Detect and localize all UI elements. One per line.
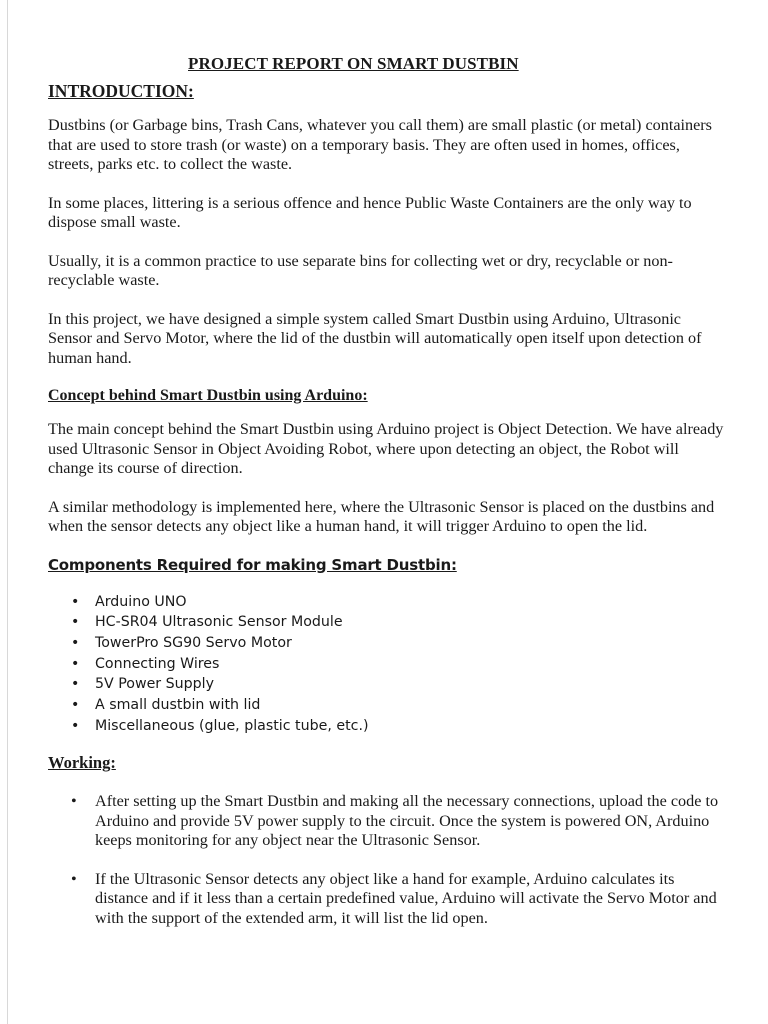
intro-paragraph-4: In this project, we have designed a simple system called Smart Dustbin using Arduino, Ultrasonic Sensor and Servo Motor, where the lid of the dustbin will automatically open itself upon detection of human hand. [48,309,702,367]
bullet-icon: • [71,634,80,651]
component-label: Miscellaneous (glue, plastic tube, etc.) [95,717,369,734]
page-edge [7,0,8,1024]
working-step-text: If the Ultrasonic Sensor detects any object like a hand for example, Arduino calculates its distance and if it less than a certain predefined value, Arduino will activate the Servo Motor and with the support of the extended arm, it will list the lid open. [95,869,717,927]
bullet-icon: • [71,614,80,631]
list-item [48,695,728,716]
document-page [48,54,728,947]
concept-paragraph-2: A similar methodology is implemented here, where the Ultrasonic Sensor is placed on the dustbins and when the sensor detects any object like a human hand, it will trigger Arduino to open the lid. [48,497,715,535]
component-label: HC-SR04 Ultrasonic Sensor Module [95,614,343,631]
components-heading: Components Required for making Smart Dustbin: [48,555,457,574]
component-label: 5V Power Supply [95,676,214,693]
bullet-icon: • [71,792,77,811]
concept-paragraph-1: The main concept behind the Smart Dustbin using Arduino project is Object Detection. We have already used Ultrasonic Sensor in Object Avoiding Robot, where upon detecting an object, the Robot will change its course of direction. [48,420,724,477]
bullet-icon: • [71,717,80,734]
report-title: PROJECT REPORT ON SMART DUSTBIN [188,54,519,73]
component-label: Arduino UNO [95,593,187,610]
intro-paragraph-3: Usually, it is a common practice to use separate bins for collecting wet or dry, recyclable or non-recyclable waste. [48,251,673,289]
introduction-heading: INTRODUCTION: [48,81,194,101]
working-list [48,792,728,928]
component-label: TowerPro SG90 Servo Motor [95,634,292,651]
component-label: Connecting Wires [95,655,220,672]
list-item [48,592,728,613]
list-item [48,612,728,633]
list-item [48,674,728,695]
bullet-icon: • [71,697,80,714]
component-label: A small dustbin with lid [95,697,261,714]
list-item [48,792,728,851]
bullet-icon: • [71,655,80,672]
working-step-text: After setting up the Smart Dustbin and making all the necessary connections, upload the code to Arduino and provide 5V power supply to the circuit. Once the system is powered ON, Arduino keeps monitoring for any object near the Ultrasonic Sensor. [95,792,719,850]
list-item [48,870,728,929]
intro-paragraph-1: Dustbins (or Garbage bins, Trash Cans, whatever you call them) are small plastic (or metal) containers that are used to store trash (or waste) on a temporary basis. They are often used in homes, offices, streets, parks etc. to collect the waste. [48,116,712,173]
list-item [48,633,728,654]
bullet-icon: • [71,869,77,888]
bullet-icon: • [71,593,80,610]
components-list [48,592,728,737]
intro-paragraph-2: In some places, littering is a serious offence and hence Public Waste Containers are the only way to dispose small waste. [48,193,692,231]
concept-heading: Concept behind Smart Dustbin using Arduino: [48,387,368,404]
working-heading: Working: [48,753,116,773]
bullet-icon: • [71,676,80,693]
list-item [48,654,728,675]
list-item [48,716,728,737]
